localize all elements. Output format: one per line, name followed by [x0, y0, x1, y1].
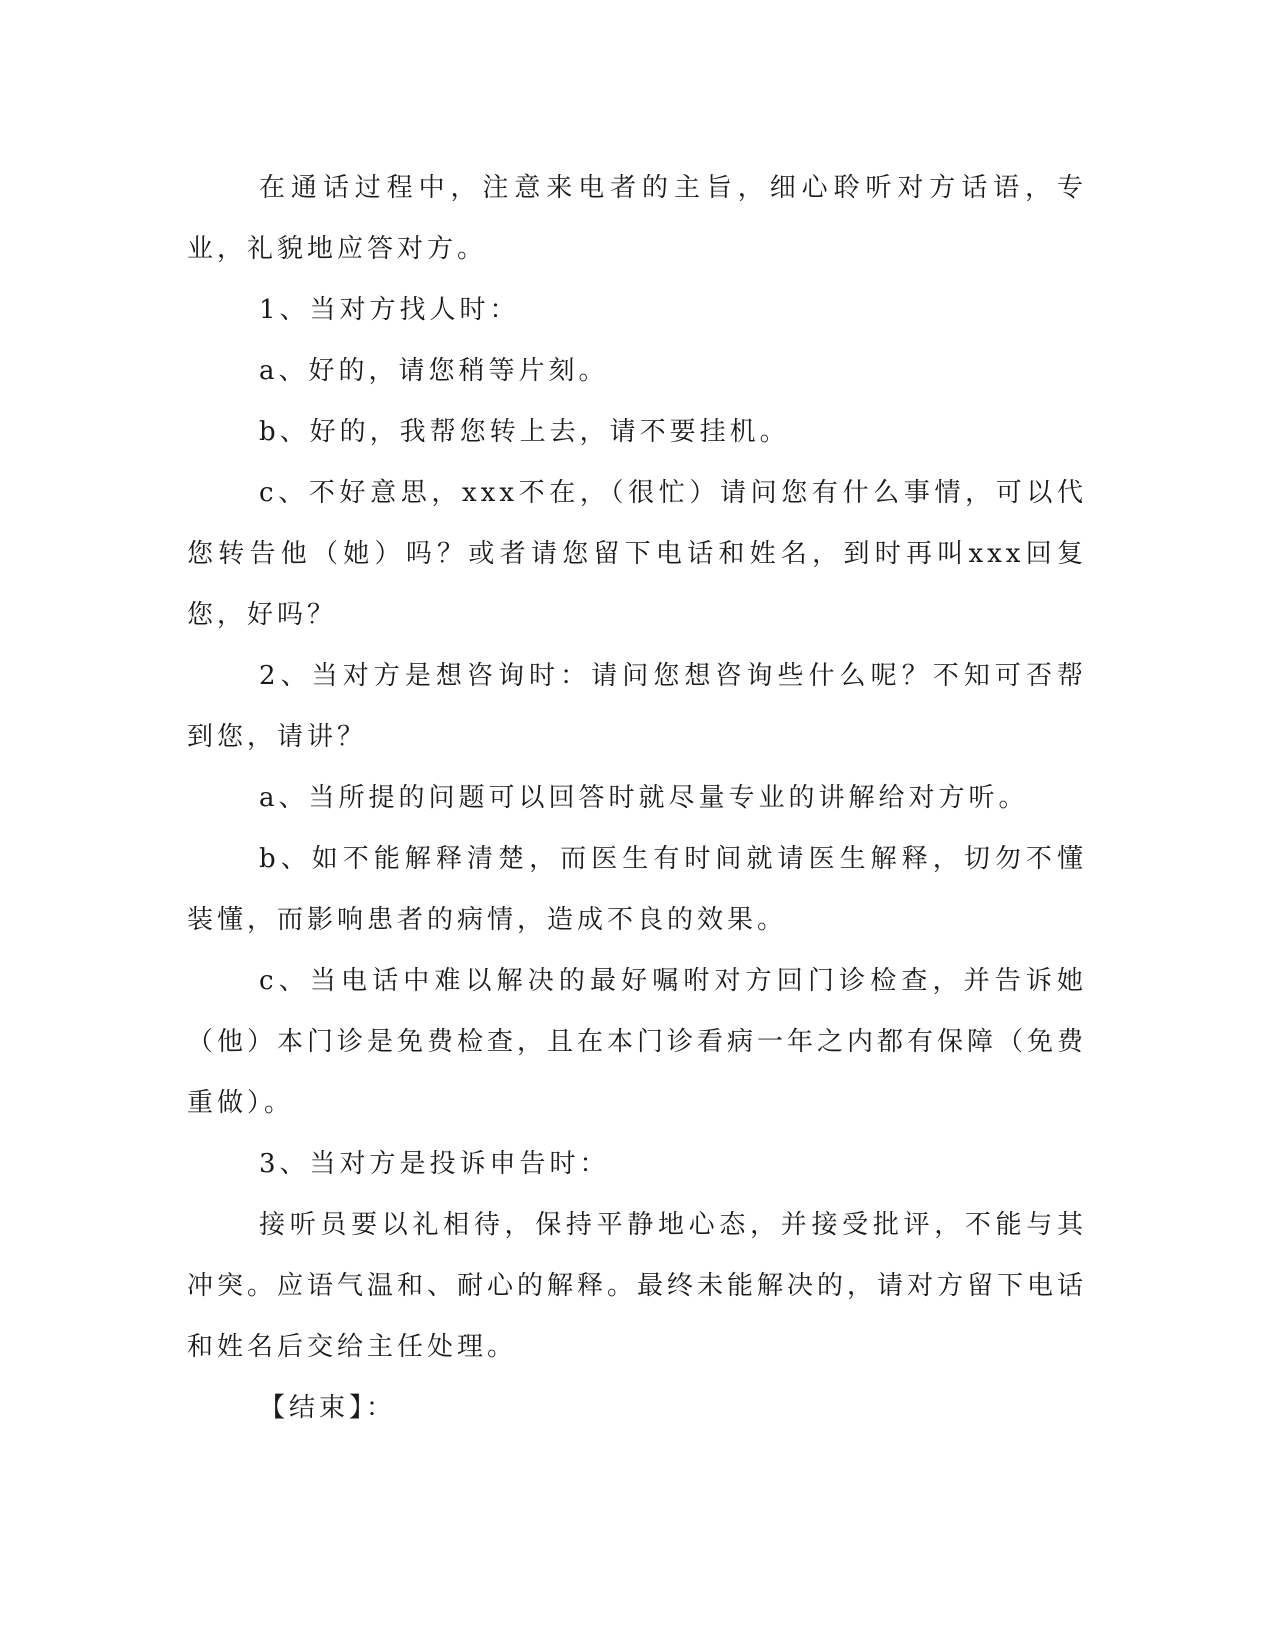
section-3-heading: 3、当对方是投诉申告时： — [259, 1149, 610, 1179]
section-2-heading: 2、当对方是想咨询时：请问您想咨询些什么呢？不知可否帮到您，请讲？ — [187, 661, 1087, 752]
paragraph-intro: 在通话过程中，注意来电者的主旨，细心聆听对方话语，专业，礼貌地应答对方。 — [187, 173, 1087, 264]
section-1-heading: 1、当对方找人时： — [259, 295, 520, 325]
section-3-body: 接听员要以礼相待，保持平静地心态，并接受批评，不能与其冲突。应语气温和、耐心的解释。最终未能解决的，请对方留下电话和姓名后交给主任处理。 — [187, 1210, 1088, 1362]
section-1-item-b: b、好的，我帮您转上去，请不要挂机。 — [259, 417, 790, 447]
section-1-item-c: c、不好意思，xxx不在，（很忙）请问您有什么事情，可以代您转告他（她）吗？或者请您留下电话和姓名，到时再叫xxx回复您，好吗？ — [187, 478, 1087, 630]
section-2-item-c: c、当电话中难以解决的最好嘱咐对方回门诊检查，并告诉她（他）本门诊是免费检查，且在本门诊看病一年之内都有保障（免费重做）。 — [187, 966, 1088, 1118]
section-2-item-b: b、如不能解释清楚，而医生有时间就请医生解释，切勿不懂装懂，而影响患者的病情，造成不良的效果。 — [187, 844, 1087, 935]
closing-heading: 【结束】： — [259, 1393, 397, 1423]
section-2-item-a: a、当所提的问题可以回答时就尽量专业的讲解给对方听。 — [259, 783, 1029, 813]
section-1-item-a: a、好的，请您稍等片刻。 — [259, 356, 609, 386]
document-body — [187, 158, 1087, 1439]
